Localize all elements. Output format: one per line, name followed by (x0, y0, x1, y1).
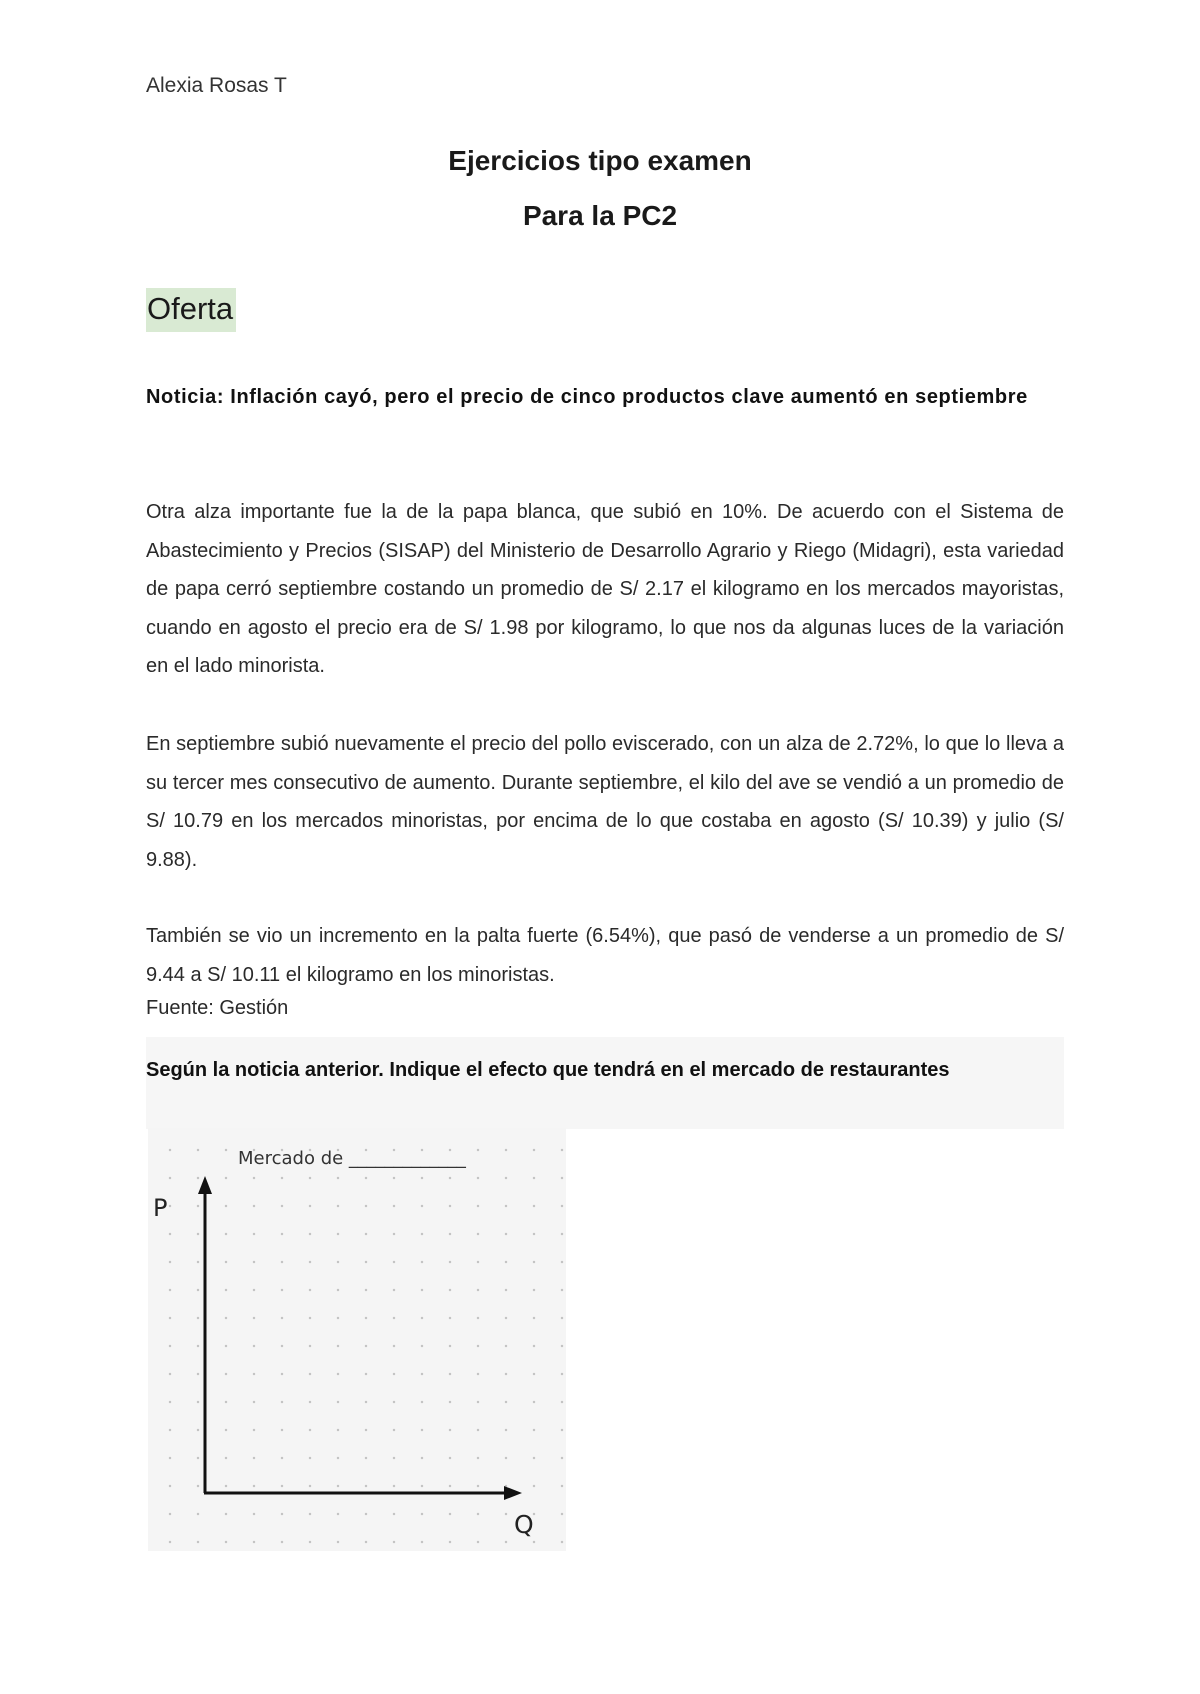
y-axis-arrowhead (198, 1176, 212, 1194)
news-source: Fuente: Gestión (146, 997, 289, 1019)
news-headline: Noticia: Inflación cayó, pero el precio de cinco productos clave aumentó en septiembre (146, 386, 1028, 408)
author-name: Alexia Rosas T (146, 74, 287, 97)
graph-axes (148, 1128, 566, 1551)
x-axis-arrowhead (504, 1486, 522, 1500)
blank-market-graph[interactable] (148, 1128, 566, 1551)
paragraph-palta: También se vio un incremento en la palta fuerte (6.54%), que pasó de venderse a un promedio de S/ 9.44 a S/ 10.11 el kilogramo en los minoristas. (146, 925, 1064, 986)
price-axis-label: P (153, 1194, 168, 1222)
question-background (146, 1037, 1064, 1129)
document-subtitle: Para la PC2 (522, 200, 678, 231)
quantity-axis-label: Q (514, 1510, 534, 1539)
paragraph-pollo: En septiembre subió nuevamente el precio del pollo eviscerado, con un alza de 2.72%, lo que lo lleva a su tercer mes consecutivo de aumento. Durante septiembre, el kilo del ave se vendió a un promedio de S/ 10.79 en los mercados minoristas, por encima de lo que costaba en agosto (S/ 10.39) y julio (S/ 9.88). (146, 733, 1064, 871)
paragraph-papa: Otra alza importante fue la de la papa blanca, que subió en 10%. De acuerdo con el Sistema de Abastecimiento y Precios (SISAP) del Ministerio de Desarrollo Agrario y Riego (Midagri), esta variedad de papa cerró septiembre costando un promedio de S/ 2.17 el kilogramo en los mercados mayoristas, cuando en agosto el precio era de S/ 1.98 por kilogramo, lo que nos da algunas luces de la variación en el lado minorista. (146, 501, 1064, 677)
question-text: Según la noticia anterior. Indique el efecto que tendrá en el mercado de restaurantes (146, 1059, 950, 1081)
section-heading-oferta: Oferta (146, 288, 236, 332)
graph-title: Mercado de _____________ (238, 1148, 466, 1169)
document-title: Ejercicios tipo examen (448, 145, 752, 176)
